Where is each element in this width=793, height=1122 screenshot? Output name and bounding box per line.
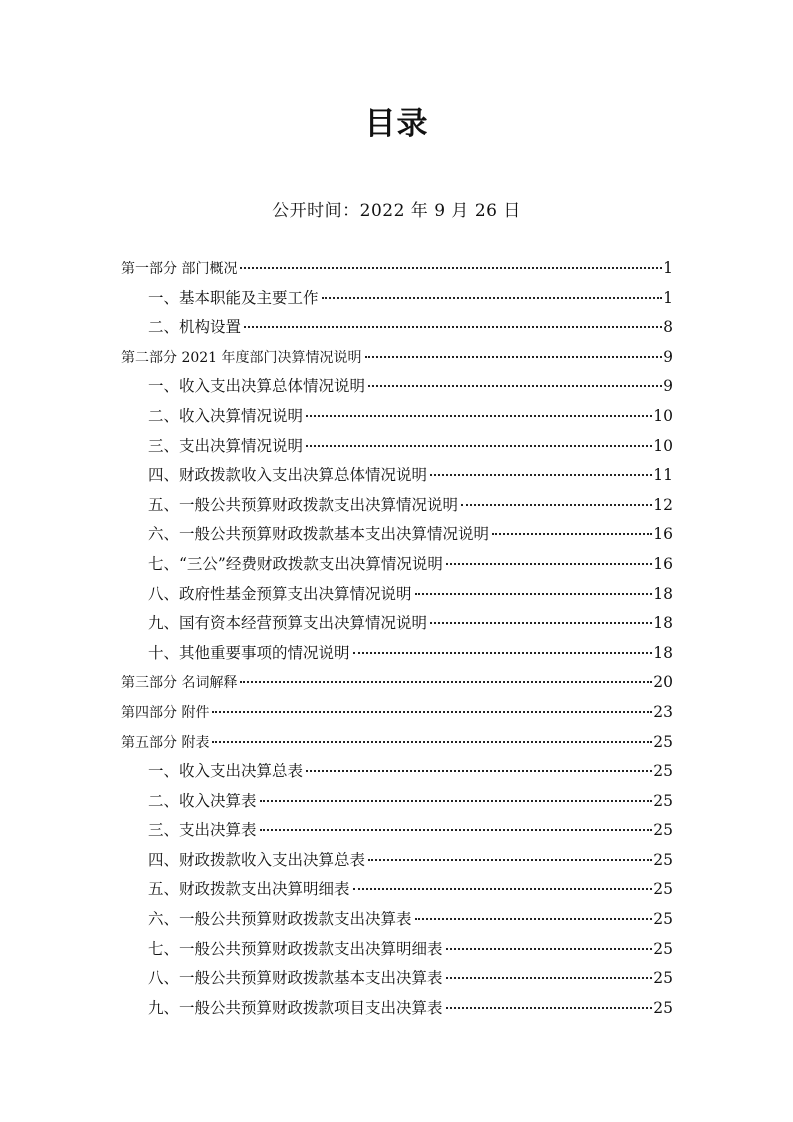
toc-entry-label: 第五部分 附表 bbox=[121, 734, 210, 751]
toc-dot-leader bbox=[492, 533, 652, 535]
toc-dot-leader bbox=[322, 297, 663, 299]
toc-entry-page-number: 25 bbox=[653, 939, 673, 958]
toc-entry-page-number: 25 bbox=[653, 998, 673, 1017]
toc-entry[interactable] bbox=[121, 343, 673, 373]
toc-dot-leader bbox=[306, 445, 652, 447]
toc-dot-leader bbox=[240, 681, 652, 683]
toc-dot-leader bbox=[430, 474, 652, 476]
toc-entry-label: 一、收入支出决算总体情况说明 bbox=[148, 377, 366, 396]
toc-entry-label: 九、一般公共预算财政拨款项目支出决算表 bbox=[148, 998, 443, 1017]
toc-dot-leader bbox=[430, 622, 652, 624]
toc-entry-page-number: 25 bbox=[653, 910, 673, 929]
toc-dot-leader bbox=[446, 563, 652, 565]
toc-dot-leader bbox=[446, 1007, 653, 1009]
toc-entry-page-number: 11 bbox=[653, 466, 673, 485]
toc-entry-label: 第四部分 附件 bbox=[121, 704, 210, 721]
table-of-contents bbox=[121, 254, 673, 1023]
toc-entry-label: 二、机构设置 bbox=[148, 318, 242, 337]
toc-entry-label: 一、收入支出决算总表 bbox=[148, 762, 304, 781]
toc-entry[interactable] bbox=[121, 491, 673, 521]
toc-entry-page-number: 25 bbox=[653, 821, 673, 840]
toc-entry-label: 九、国有资本经营预算支出决算情况说明 bbox=[148, 614, 428, 633]
toc-entry-page-number: 18 bbox=[653, 584, 673, 603]
toc-dot-leader bbox=[240, 267, 662, 269]
toc-entry-page-number: 25 bbox=[653, 969, 673, 988]
page-title: 目录 bbox=[364, 106, 429, 142]
toc-entry[interactable] bbox=[121, 639, 673, 669]
toc-entry-page-number: 1 bbox=[663, 288, 673, 307]
toc-entry-label: 四、财政拨款收入支出决算总表 bbox=[148, 850, 366, 869]
toc-entry-page-number: 1 bbox=[663, 259, 673, 277]
toc-entry-page-number: 25 bbox=[653, 880, 673, 899]
toc-entry-label: 八、一般公共预算财政拨款基本支出决算表 bbox=[148, 969, 443, 988]
toc-dot-leader bbox=[415, 918, 653, 920]
toc-dot-leader bbox=[461, 504, 652, 506]
toc-entry-label: 三、支出决算表 bbox=[148, 821, 257, 840]
toc-entry-label: 七、“三公”经费财政拨款支出决算情况说明 bbox=[148, 554, 443, 573]
toc-entry[interactable] bbox=[121, 757, 673, 787]
toc-entry-label: 六、一般公共预算财政拨款支出决算表 bbox=[148, 910, 412, 929]
toc-entry-page-number: 16 bbox=[653, 554, 673, 573]
toc-entry[interactable] bbox=[121, 284, 673, 314]
toc-entry[interactable] bbox=[121, 313, 673, 343]
toc-entry-page-number: 25 bbox=[653, 850, 673, 869]
toc-entry[interactable] bbox=[121, 905, 673, 935]
toc-entry-label: 第三部分 名词解释 bbox=[121, 675, 238, 692]
toc-dot-leader bbox=[368, 385, 662, 387]
toc-entry-label: 四、财政拨款收入支出决算总体情况说明 bbox=[148, 466, 428, 485]
toc-entry[interactable] bbox=[121, 787, 673, 817]
toc-entry-label: 八、政府性基金预算支出决算情况说明 bbox=[148, 584, 412, 603]
toc-dot-leader bbox=[415, 593, 653, 595]
toc-dot-leader bbox=[260, 800, 653, 802]
toc-entry[interactable] bbox=[121, 846, 673, 876]
toc-dot-leader bbox=[368, 859, 652, 861]
toc-dot-leader bbox=[212, 711, 652, 713]
toc-dot-leader bbox=[446, 977, 653, 979]
toc-dot-leader bbox=[353, 652, 653, 654]
toc-entry[interactable] bbox=[121, 254, 673, 284]
toc-entry-page-number: 25 bbox=[653, 791, 673, 810]
toc-entry-label: 第二部分 2021 年度部门决算情况说明 bbox=[121, 349, 362, 366]
toc-entry-label: 三、支出决算情况说明 bbox=[148, 436, 304, 455]
toc-entry-label: 第一部分 部门概况 bbox=[121, 261, 238, 277]
publish-time: 公开时间：2022 年 9 月 26 日 bbox=[272, 201, 521, 221]
toc-entry-page-number: 9 bbox=[663, 377, 673, 396]
toc-entry-page-number: 8 bbox=[663, 318, 673, 337]
toc-entry[interactable] bbox=[121, 432, 673, 462]
toc-entry[interactable] bbox=[121, 698, 673, 728]
toc-entry-page-number: 25 bbox=[653, 762, 673, 781]
toc-entry-label: 二、收入决算表 bbox=[148, 791, 257, 810]
toc-entry[interactable] bbox=[121, 668, 673, 698]
toc-entry-page-number: 18 bbox=[653, 643, 673, 662]
toc-entry-label: 一、基本职能及主要工作 bbox=[148, 288, 319, 307]
toc-entry-label: 二、收入决算情况说明 bbox=[148, 406, 304, 425]
toc-entry-page-number: 25 bbox=[653, 732, 673, 751]
toc-entry-label: 六、一般公共预算财政拨款基本支出决算情况说明 bbox=[148, 525, 490, 544]
toc-entry-page-number: 12 bbox=[653, 495, 673, 514]
toc-entry-page-number: 23 bbox=[653, 702, 673, 721]
toc-dot-leader bbox=[212, 741, 652, 743]
toc-entry-page-number: 10 bbox=[653, 406, 673, 425]
toc-entry[interactable] bbox=[121, 609, 673, 639]
toc-entry[interactable] bbox=[121, 402, 673, 432]
toc-dot-leader bbox=[365, 356, 663, 358]
toc-dot-leader bbox=[446, 948, 653, 950]
toc-entry-label: 十、其他重要事项的情况说明 bbox=[148, 643, 350, 662]
toc-entry-label: 五、财政拨款支出决算明细表 bbox=[148, 880, 350, 899]
toc-entry[interactable] bbox=[121, 461, 673, 491]
toc-entry[interactable] bbox=[121, 550, 673, 580]
toc-dot-leader bbox=[306, 415, 652, 417]
toc-entry-page-number: 10 bbox=[653, 436, 673, 455]
toc-dot-leader bbox=[306, 770, 652, 772]
toc-entry[interactable] bbox=[121, 728, 673, 758]
toc-entry-page-number: 18 bbox=[653, 614, 673, 633]
toc-entry[interactable] bbox=[121, 964, 673, 994]
toc-dot-leader bbox=[260, 829, 653, 831]
toc-dot-leader bbox=[244, 326, 662, 328]
toc-entry[interactable] bbox=[121, 935, 673, 965]
toc-entry[interactable] bbox=[121, 372, 673, 402]
toc-entry[interactable] bbox=[121, 580, 673, 610]
toc-entry[interactable] bbox=[121, 994, 673, 1024]
toc-dot-leader bbox=[353, 888, 653, 890]
toc-entry[interactable] bbox=[121, 875, 673, 905]
toc-entry-label: 七、一般公共预算财政拨款支出决算明细表 bbox=[148, 939, 443, 958]
toc-entry[interactable] bbox=[121, 816, 673, 846]
toc-entry-page-number: 9 bbox=[663, 347, 673, 366]
toc-entry-label: 五、一般公共预算财政拨款支出决算情况说明 bbox=[148, 495, 459, 514]
toc-entry-page-number: 16 bbox=[653, 525, 673, 544]
toc-entry[interactable] bbox=[121, 520, 673, 550]
toc-entry-page-number: 20 bbox=[653, 673, 673, 692]
